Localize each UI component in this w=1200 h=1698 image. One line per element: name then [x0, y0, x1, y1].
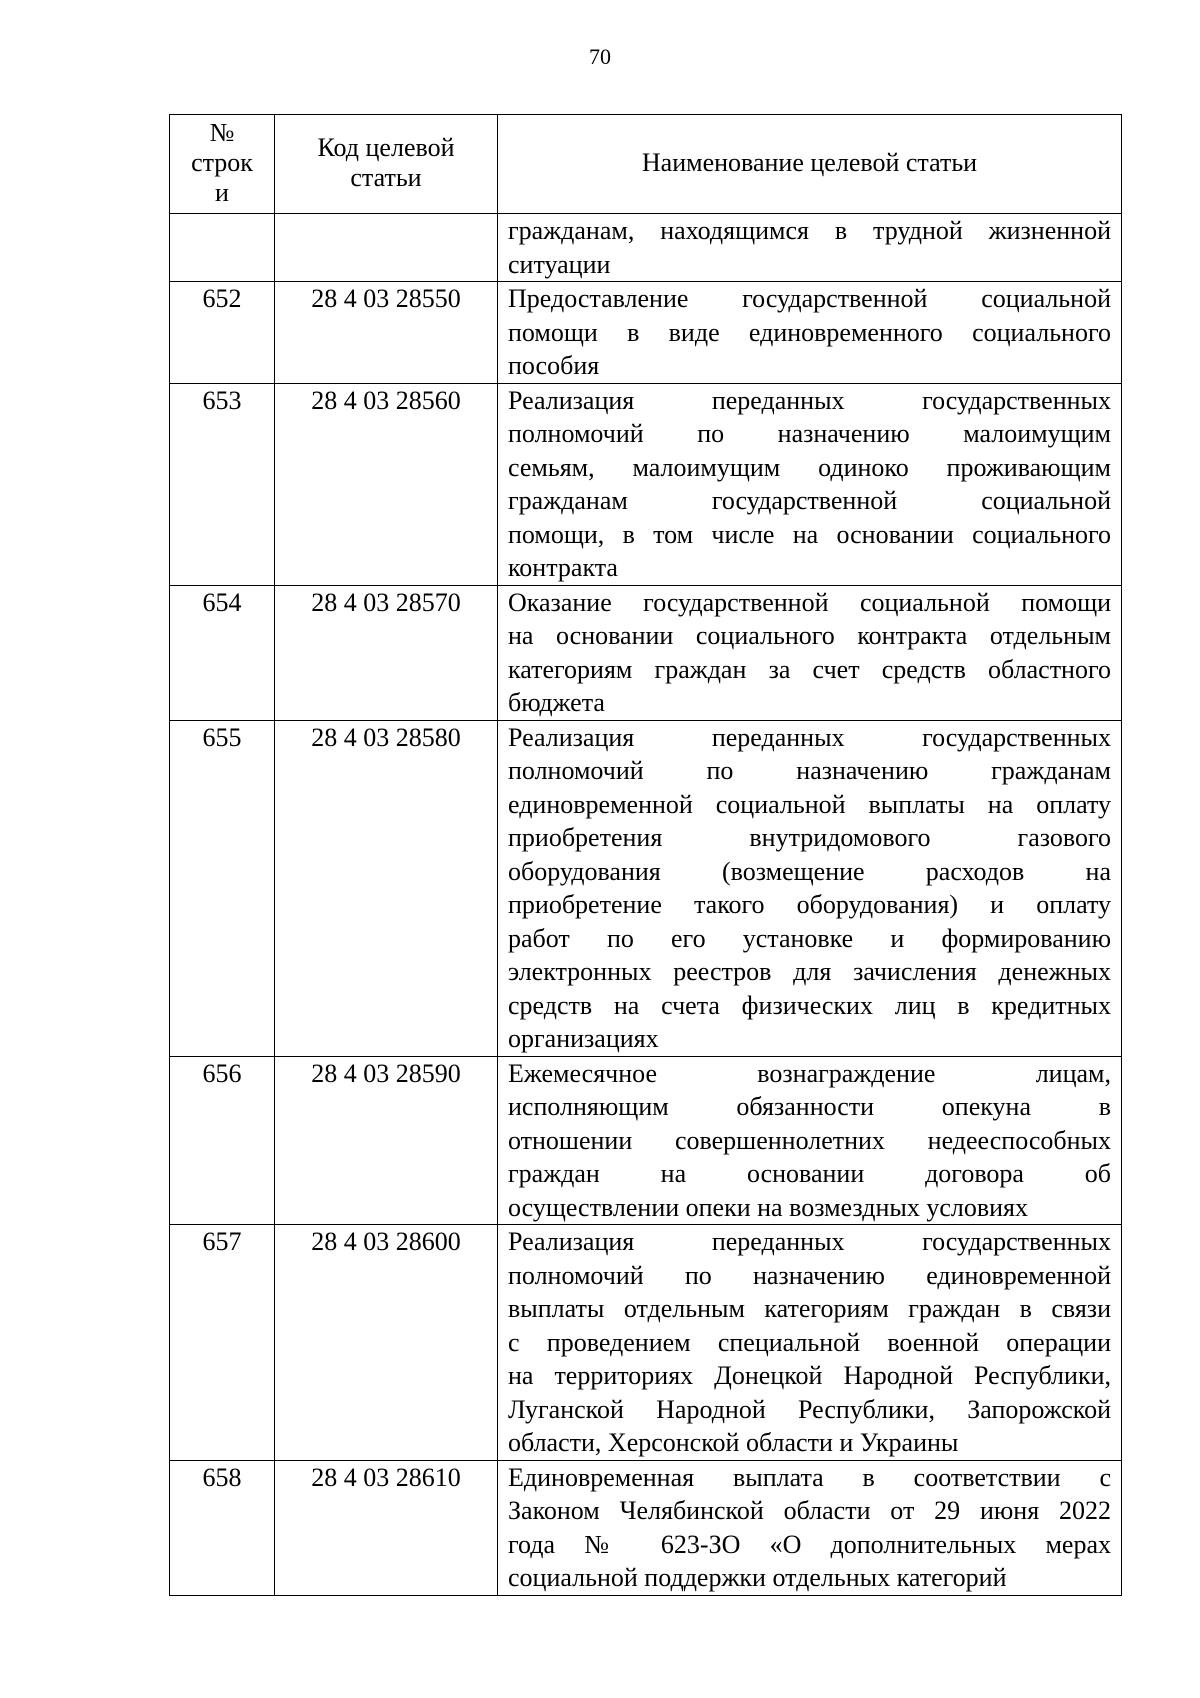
- table-row: [170, 282, 1122, 384]
- target-name-line: осуществлении опеки на возмездных условиях: [508, 1192, 1028, 1222]
- target-code-cell: 28 4 03 28550: [275, 282, 498, 384]
- target-code-cell: 28 4 03 28600: [275, 1225, 498, 1461]
- target-name-line: социальной поддержки отдельных категорий: [508, 1563, 1007, 1592]
- target-name-line: категориям граждан за счет средств областного: [508, 654, 1111, 684]
- target-name-line: Реализация переданных государственных: [508, 1227, 1111, 1256]
- target-name-line: гражданам, находящимся в трудной жизненной: [508, 216, 1111, 245]
- target-code-cell: [275, 214, 498, 282]
- row-number-cell: 655: [170, 720, 275, 1056]
- target-name-cell: [498, 1460, 1122, 1595]
- row-number-cell: 652: [170, 282, 275, 384]
- target-code-cell: 28 4 03 28570: [275, 585, 498, 720]
- target-name-line: выплаты отдельным категориям граждан в связи: [508, 1294, 1111, 1323]
- target-name-line: единовременной социальной выплаты на оплату: [508, 789, 1111, 819]
- target-name-line: Предоставление государственной социальной: [508, 284, 1111, 313]
- target-code-cell: 28 4 03 28560: [275, 383, 498, 585]
- target-name-line: Реализация переданных государственных: [508, 385, 1111, 415]
- row-number-cell: 656: [170, 1056, 275, 1225]
- header-target-name-text: Наименование целевой статьи: [641, 148, 978, 177]
- target-name-line: средств на счета физических лиц в кредитных: [508, 990, 1111, 1020]
- target-name-line: Законом Челябинской области от 29 июня 2022: [508, 1496, 1111, 1525]
- target-name-line: работ по его установке и формированию: [508, 923, 1111, 953]
- target-name-cell: [498, 383, 1122, 585]
- target-name-line: граждан на основании договора об: [508, 1159, 1111, 1188]
- row-number-cell: 653: [170, 383, 275, 585]
- table-row: [170, 1460, 1122, 1595]
- target-name-line: семьям, малоимущим одиноко проживающим: [508, 452, 1111, 482]
- target-name-line: с проведением специальной военной операции: [508, 1327, 1111, 1357]
- target-name-line: ситуации: [508, 249, 611, 279]
- target-name-cell: [498, 585, 1122, 720]
- target-name-line: организациях: [508, 1024, 659, 1053]
- row-number-cell: 658: [170, 1460, 275, 1595]
- target-name-line: оборудования (возмещение расходов на: [508, 856, 1111, 886]
- table-row: [170, 720, 1122, 1056]
- target-name-line: на территориях Донецкой Народной Республики,: [508, 1361, 1111, 1390]
- target-name-line: полномочий по назначению гражданам: [508, 756, 1111, 785]
- target-code-cell: 28 4 03 28590: [275, 1056, 498, 1225]
- target-articles-table: [169, 114, 1122, 1596]
- target-name-line: бюджета: [508, 688, 605, 717]
- header-target-code-text: Код целевой статьи: [317, 133, 455, 192]
- target-name-line: исполняющим обязанности опекуна в: [508, 1092, 1111, 1121]
- table-body: [170, 214, 1122, 1596]
- row-number-cell: [170, 214, 275, 282]
- target-name-line: приобретения внутридомового газового: [508, 823, 1111, 852]
- table-header-row: [170, 115, 1122, 214]
- target-code-cell: 28 4 03 28610: [275, 1460, 498, 1595]
- target-name-line: Ежемесячное вознаграждение лицам,: [508, 1058, 1111, 1088]
- target-name-line: Реализация переданных государственных: [508, 722, 1111, 752]
- target-name-line: Луганской Народной Республики, Запорожской: [508, 1394, 1111, 1424]
- target-name-cell: [498, 214, 1122, 282]
- target-code-cell: 28 4 03 28580: [275, 720, 498, 1056]
- page-number: 70: [589, 44, 611, 69]
- target-name-line: гражданам государственной социальной: [508, 486, 1111, 515]
- target-name-cell: [498, 1225, 1122, 1461]
- target-name-line: области, Херсонской области и Украины: [508, 1428, 959, 1457]
- table-row: [170, 383, 1122, 585]
- target-name-line: отношении совершеннолетних недееспособных: [508, 1125, 1111, 1155]
- table-row: [170, 585, 1122, 720]
- target-name-line: электронных реестров для зачисления денежных: [508, 957, 1111, 986]
- table-row: [170, 1056, 1122, 1225]
- target-name-line: Единовременная выплата в соответствии с: [508, 1462, 1111, 1492]
- target-name-line: полномочий по назначению единовременной: [508, 1260, 1111, 1290]
- header-row-number: [170, 115, 275, 214]
- row-number-cell: 657: [170, 1225, 275, 1461]
- target-name-line: пособия: [508, 351, 600, 380]
- target-name-line: приобретение такого оборудования) и оплату: [508, 890, 1111, 919]
- target-name-cell: [498, 282, 1122, 384]
- table-row: [170, 214, 1122, 282]
- target-name-line: года № 623-ЗО «О дополнительных мерах: [508, 1529, 1111, 1559]
- header-row-number-text: № строк и: [191, 118, 253, 207]
- target-name-line: контракта: [508, 553, 618, 582]
- target-name-line: на основании социального контракта отдельным: [508, 621, 1111, 650]
- header-target-name: [498, 115, 1122, 214]
- target-name-line: помощи, в том числе на основании социального: [508, 519, 1111, 549]
- target-name-line: Оказание государственной социальной помощи: [508, 587, 1111, 617]
- target-name-line: полномочий по назначению малоимущим: [508, 419, 1111, 448]
- table-row: [170, 1225, 1122, 1461]
- target-name-cell: [498, 720, 1122, 1056]
- header-target-code: [275, 115, 498, 214]
- target-name-cell: [498, 1056, 1122, 1225]
- row-number-cell: 654: [170, 585, 275, 720]
- target-name-line: помощи в виде единовременного социального: [508, 317, 1111, 347]
